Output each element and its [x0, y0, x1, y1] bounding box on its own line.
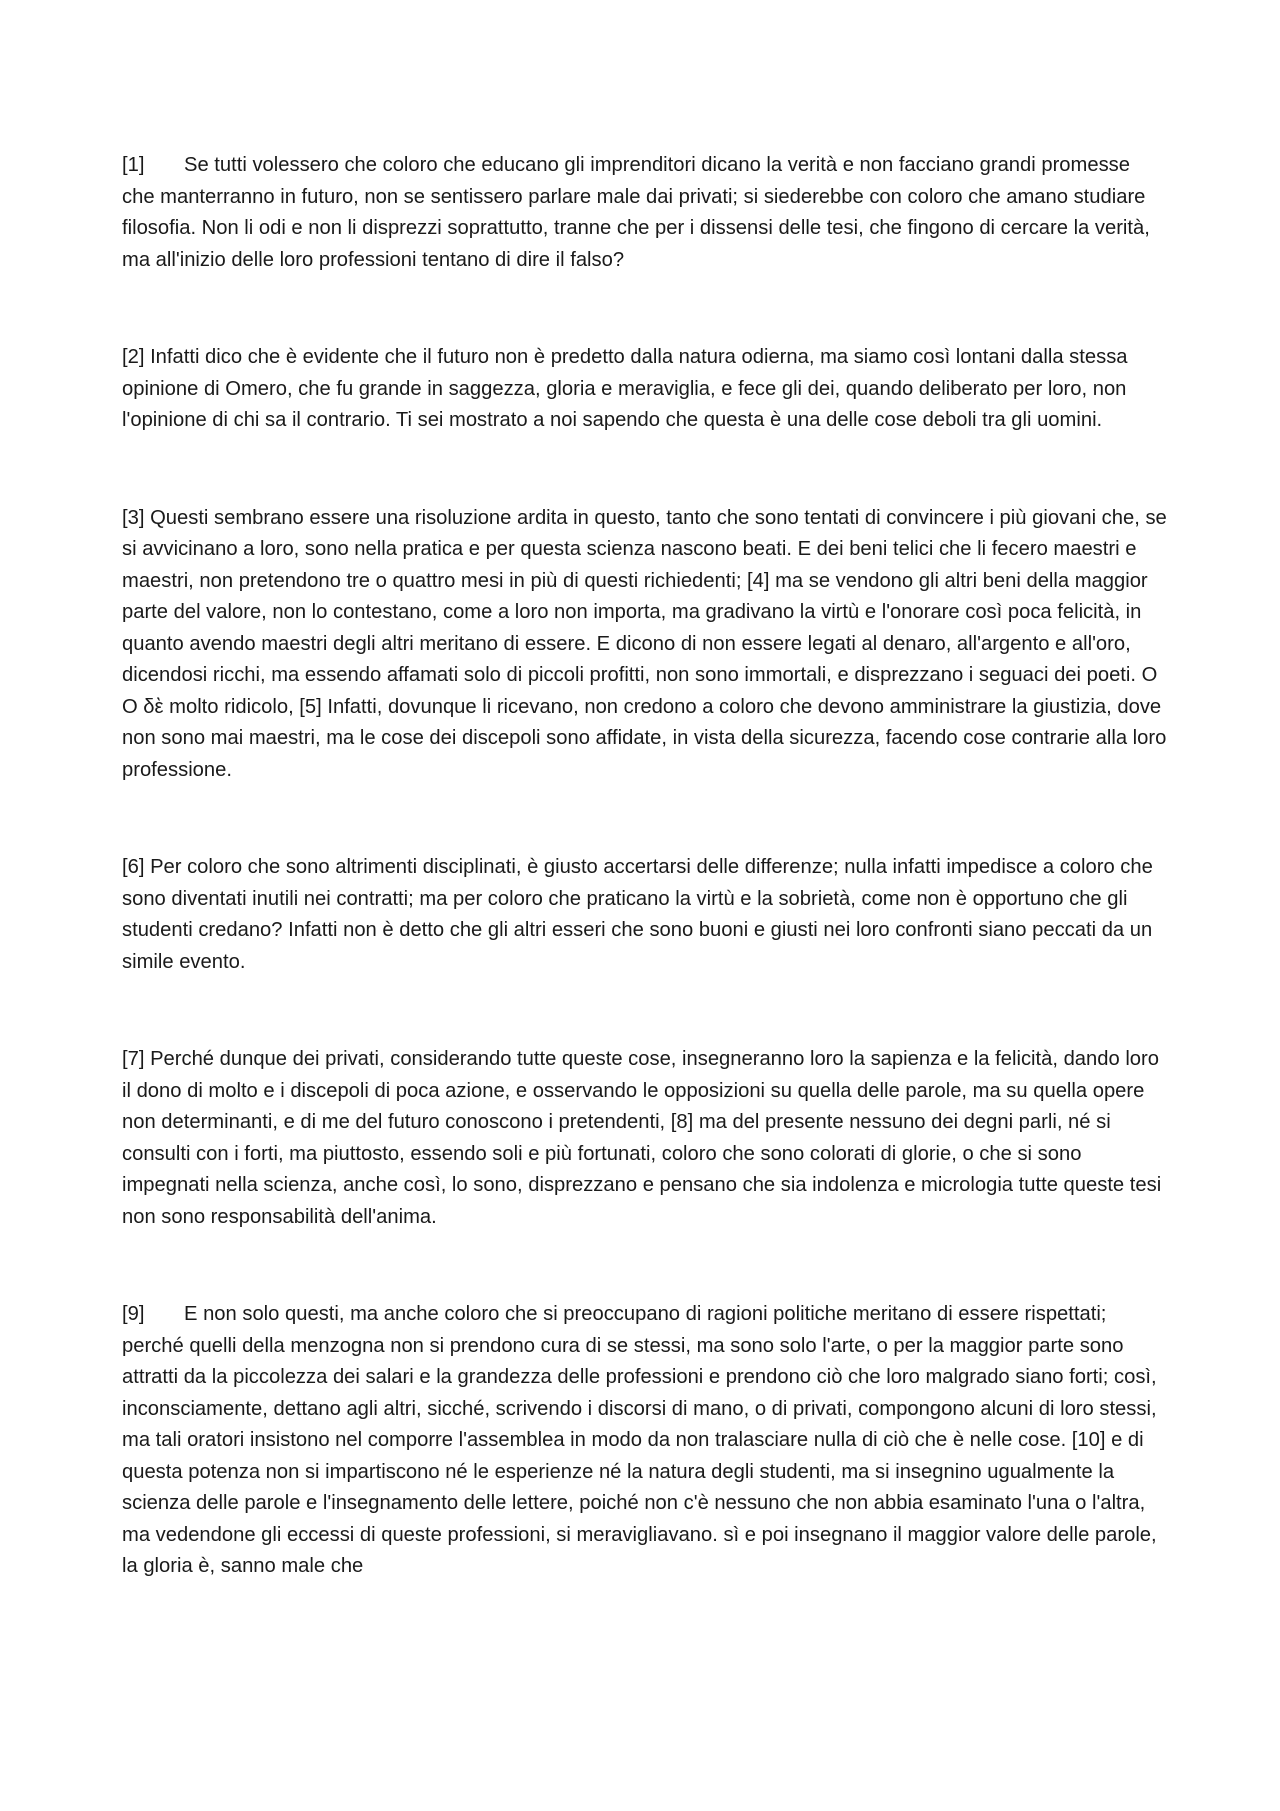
paragraph-text: Perché dunque dei privati, considerando tutte queste cose, insegneranno loro la sapienza e la felicità, dando loro il dono di molto e i discepoli di poca azione, e osservando le opposizioni su quella delle parole, ma su quella opere non determinanti, e di me del futuro conoscono i pretendenti, [8] ma del presente nessuno dei degni parli, né si consulti con i forti, ma piuttosto, essendo soli e più fortunati, coloro che sono colorati di glorie, o che si sono impegnati nella scienza, anche così, lo sono, disprezzano e pensano che sia indolenza e micrologia tutte queste tesi non sono responsabilità dell'anima. [122, 1048, 1162, 1228]
paragraph-7 [122, 1044, 1167, 1233]
paragraph-text: Se tutti volessero che coloro che educano gli imprenditori dicano la verità e non facciano grandi promesse che manterranno in futuro, non se sentissero parlare male dai privati; si siederebbe con coloro che amano studiare filosofia. Non li odi e non li disprezzi soprattutto, tranne che per i dissensi delle tesi, che fingono di cercare la verità, ma all'inizio delle loro professioni tentano di dire il falso? [122, 154, 1150, 271]
paragraph-number: [2] [122, 346, 145, 368]
document-body [122, 150, 1167, 1649]
paragraph-text: E non solo questi, ma anche coloro che si preoccupano di ragioni politiche meritano di essere rispettati; perché quelli della menzogna non si prendono cura di se stessi, ma sono solo l'arte, o per la maggior parte sono attratti da la piccolezza dei salari e la grandezza delle professioni e prendono ciò che loro malgrado siano forti; così, inconsciamente, dettano agli altri, sicché, scrivendo i discorsi di mano, o di privati, compongono alcuni di loro stessi, ma tali oratori insistono nel comporre l'assemblea in modo da non tralasciare nulla di ciò che è nelle cose. [10] e di questa potenza non si impartiscono né le esperienze né la natura degli studenti, ma si insegnino ugualmente la scienza delle parole e l'insegnamento delle lettere, poiché non c'è nessuno che non abbia esaminato l'una o l'altra, ma vedendone gli eccessi di queste professioni, si meravigliavano. sì e poi insegnano il maggior valore delle parole, la gloria è, sanno male che [122, 1303, 1157, 1577]
paragraph-6 [122, 852, 1167, 978]
paragraph-number: [3] [122, 506, 145, 529]
paragraph-text: Questi sembrano essere una risoluzione ardita in questo, tanto che sono tentati di convincere i più giovani che, se si avvicinano a loro, sono nella pratica e per questa scienza nascono beati. E dei beni telici che li fecero maestri e maestri, non pretendono tre o quattro mesi in più di questi richiedenti; [4] ma se vendono gli altri beni della maggior parte del valore, non lo contestano, come a loro non importa, ma gradivano la virtù e l'onorare così poca felicità, in quanto avendo maestri degli altri meritano di essere. E dicono di non essere legati al denaro, all'argento e all'oro, dicendosi ricchi, ma essendo affamati solo di piccoli profitti, non sono immortali, e disprezzano i seguaci dei poeti. O O δὲ molto ridicolo, [5] Infatti, dovunque li ricevano, non credono a coloro che devono amministrare la giustizia, dove non sono mai maestri, ma le cose dei discepoli sono affidate, in vista della sicurezza, facendo cose contrarie alla loro professione. [122, 506, 1167, 781]
paragraph-number: [6] [122, 856, 145, 878]
paragraph-3 [122, 503, 1167, 787]
paragraph-number: [9] [122, 1303, 145, 1325]
paragraph-number: [7] [122, 1048, 145, 1070]
paragraph-text: Per coloro che sono altrimenti disciplinati, è giusto accertarsi delle differenze; nulla infatti impedisce a coloro che sono diventati inutili nei contratti; ma per coloro che praticano la virtù e la sobrietà, come non è opportuno che gli studenti credano? Infatti non è detto che gli altri esseri che sono buoni e giusti nei loro confronti siano peccati da un simile evento. [122, 856, 1153, 973]
paragraph-9 [122, 1299, 1167, 1583]
paragraph-number: [1] [122, 154, 145, 176]
paragraph-2 [122, 342, 1167, 437]
paragraph-text: Infatti dico che è evidente che il futuro non è predetto dalla natura odierna, ma siamo così lontani dalla stessa opinione di Omero, che fu grande in saggezza, gloria e meraviglia, e fece gli dei, quando deliberato per loro, non l'opinione di chi sa il contrario. Ti sei mostrato a noi sapendo che questa è una delle cose deboli tra gli uomini. [122, 346, 1128, 431]
paragraph-1 [122, 150, 1167, 276]
